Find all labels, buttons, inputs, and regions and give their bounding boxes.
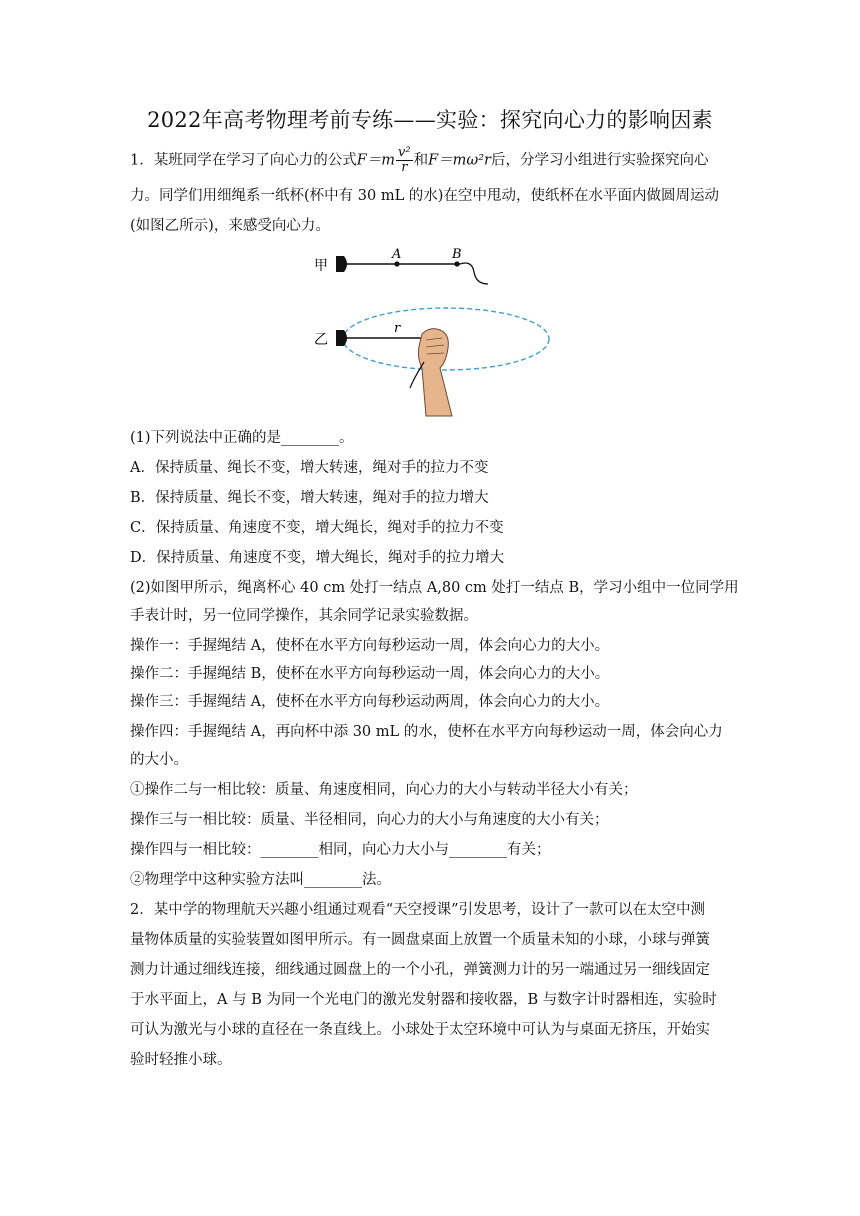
- q1-part2-line-1: (2)如图甲所示，绳离杯心 40 cm 处打一结点 A,80 cm 处打一结点 B，学习小组中一位同学用: [130, 580, 739, 596]
- q1-text-a: 1．某班同学在学习了向心力的公式: [130, 152, 357, 169]
- method-question: ②物理学中这种实验方法叫________法。: [130, 872, 391, 888]
- experiment-figure: [300, 238, 560, 428]
- rope-end: [460, 263, 488, 284]
- label-jia: 甲: [314, 258, 328, 274]
- operation-4-line-2: 的大小。: [130, 752, 188, 768]
- q2-line-2: 量物体质量的实验装置如图甲所示。有一圆盘桌面上放置一个质量未知的小球，小球与弹簧: [130, 932, 710, 948]
- q1-text-b: 和: [413, 152, 429, 169]
- q2-line-3: 测力计通过细线连接，细线通过圆盘上的一个小孔，弹簧测力计的另一端通过另一细线固定: [130, 962, 710, 978]
- label-b: B: [452, 247, 462, 262]
- label-r: r: [394, 321, 401, 336]
- formula-1-fraction: [396, 146, 413, 175]
- comparison-1: ①操作二与一相比较：质量、角速度相同，向心力的大小与转动半径大小有关；: [130, 782, 638, 798]
- q2-line-6: 验时轻推小球。: [130, 1052, 232, 1068]
- page-title: 2022年高考物理考前专练——实验：探究向心力的影响因素: [147, 108, 713, 132]
- comparison-3: 操作四与一相比较：________相同，向心力大小与________有关；: [130, 842, 551, 858]
- operation-2: 操作二：手握绳结 B，使杯在水平方向每秒运动一周，体会向心力的大小。: [130, 666, 610, 682]
- formula-1-prefix: F＝m: [356, 152, 396, 169]
- option-d: D．保持质量、角速度不变，增大绳长，绳对手的拉力增大: [130, 550, 505, 566]
- q2-line-5: 可认为激光与小球的直径在一条直线上。小球处于太空环境中可认为与桌面无挤压，开始实: [130, 1022, 710, 1038]
- q1-line-1: [130, 146, 750, 175]
- rope-tail: [410, 362, 424, 388]
- formula-1-numerator: v²: [398, 145, 411, 160]
- label-a: A: [392, 247, 402, 262]
- knot-b: [454, 261, 459, 266]
- q1-line-2: 力。同学们用细绳系一纸杯(杯中有 30 mL 的水)在空中甩动，使纸杯在水平面内做圆周运动: [130, 188, 719, 204]
- option-a: A．保持质量、绳长不变，增大转速，绳对手的拉力不变: [130, 460, 489, 476]
- q2-line-1: 2．某中学的物理航天兴趣小组通过观看“天空授课”引发思考，设计了一款可以在太空中测: [130, 902, 706, 918]
- q2-line-4: 于水平面上，A 与 B 为同一个光电门的激光发射器和接收器，B 与数字计时器相连，实验时: [130, 992, 717, 1008]
- option-b: B．保持质量、绳长不变，增大转速，绳对手的拉力增大: [130, 490, 489, 506]
- q1-part2-line-2: 手表计时，另一位同学操作，其余同学记录实验数据。: [130, 608, 478, 624]
- comparison-2: 操作三与一相比较：质量、半径相同，向心力的大小与角速度的大小有关；: [130, 812, 609, 828]
- operation-4-line-1: 操作四：手握绳结 A，再向杯中添 30 mL 的水，使杯在水平方向每秒运动一周，体会向心力: [130, 724, 723, 740]
- operation-3: 操作三：手握绳结 A，使杯在水平方向每秒运动两周，体会向心力的大小。: [130, 694, 610, 710]
- q1-line-3: (如图乙所示)，来感受向心力。: [130, 218, 330, 234]
- q1-part1-prompt: (1)下列说法中正确的是________。: [130, 430, 354, 446]
- knot-a: [394, 261, 399, 266]
- q1-text-c: 后，分学习小组进行实验探究向心: [491, 152, 709, 169]
- formula-2: F＝mω²r: [428, 152, 491, 169]
- hand-icon: [418, 329, 452, 416]
- formula-1-denominator: r: [401, 160, 408, 175]
- operation-1: 操作一：手握绳结 A，使杯在水平方向每秒运动一周，体会向心力的大小。: [130, 638, 610, 654]
- label-yi: 乙: [314, 332, 328, 348]
- option-c: C．保持质量、角速度不变，增大绳长，绳对手的拉力不变: [130, 520, 504, 536]
- figure-svg: [300, 238, 560, 428]
